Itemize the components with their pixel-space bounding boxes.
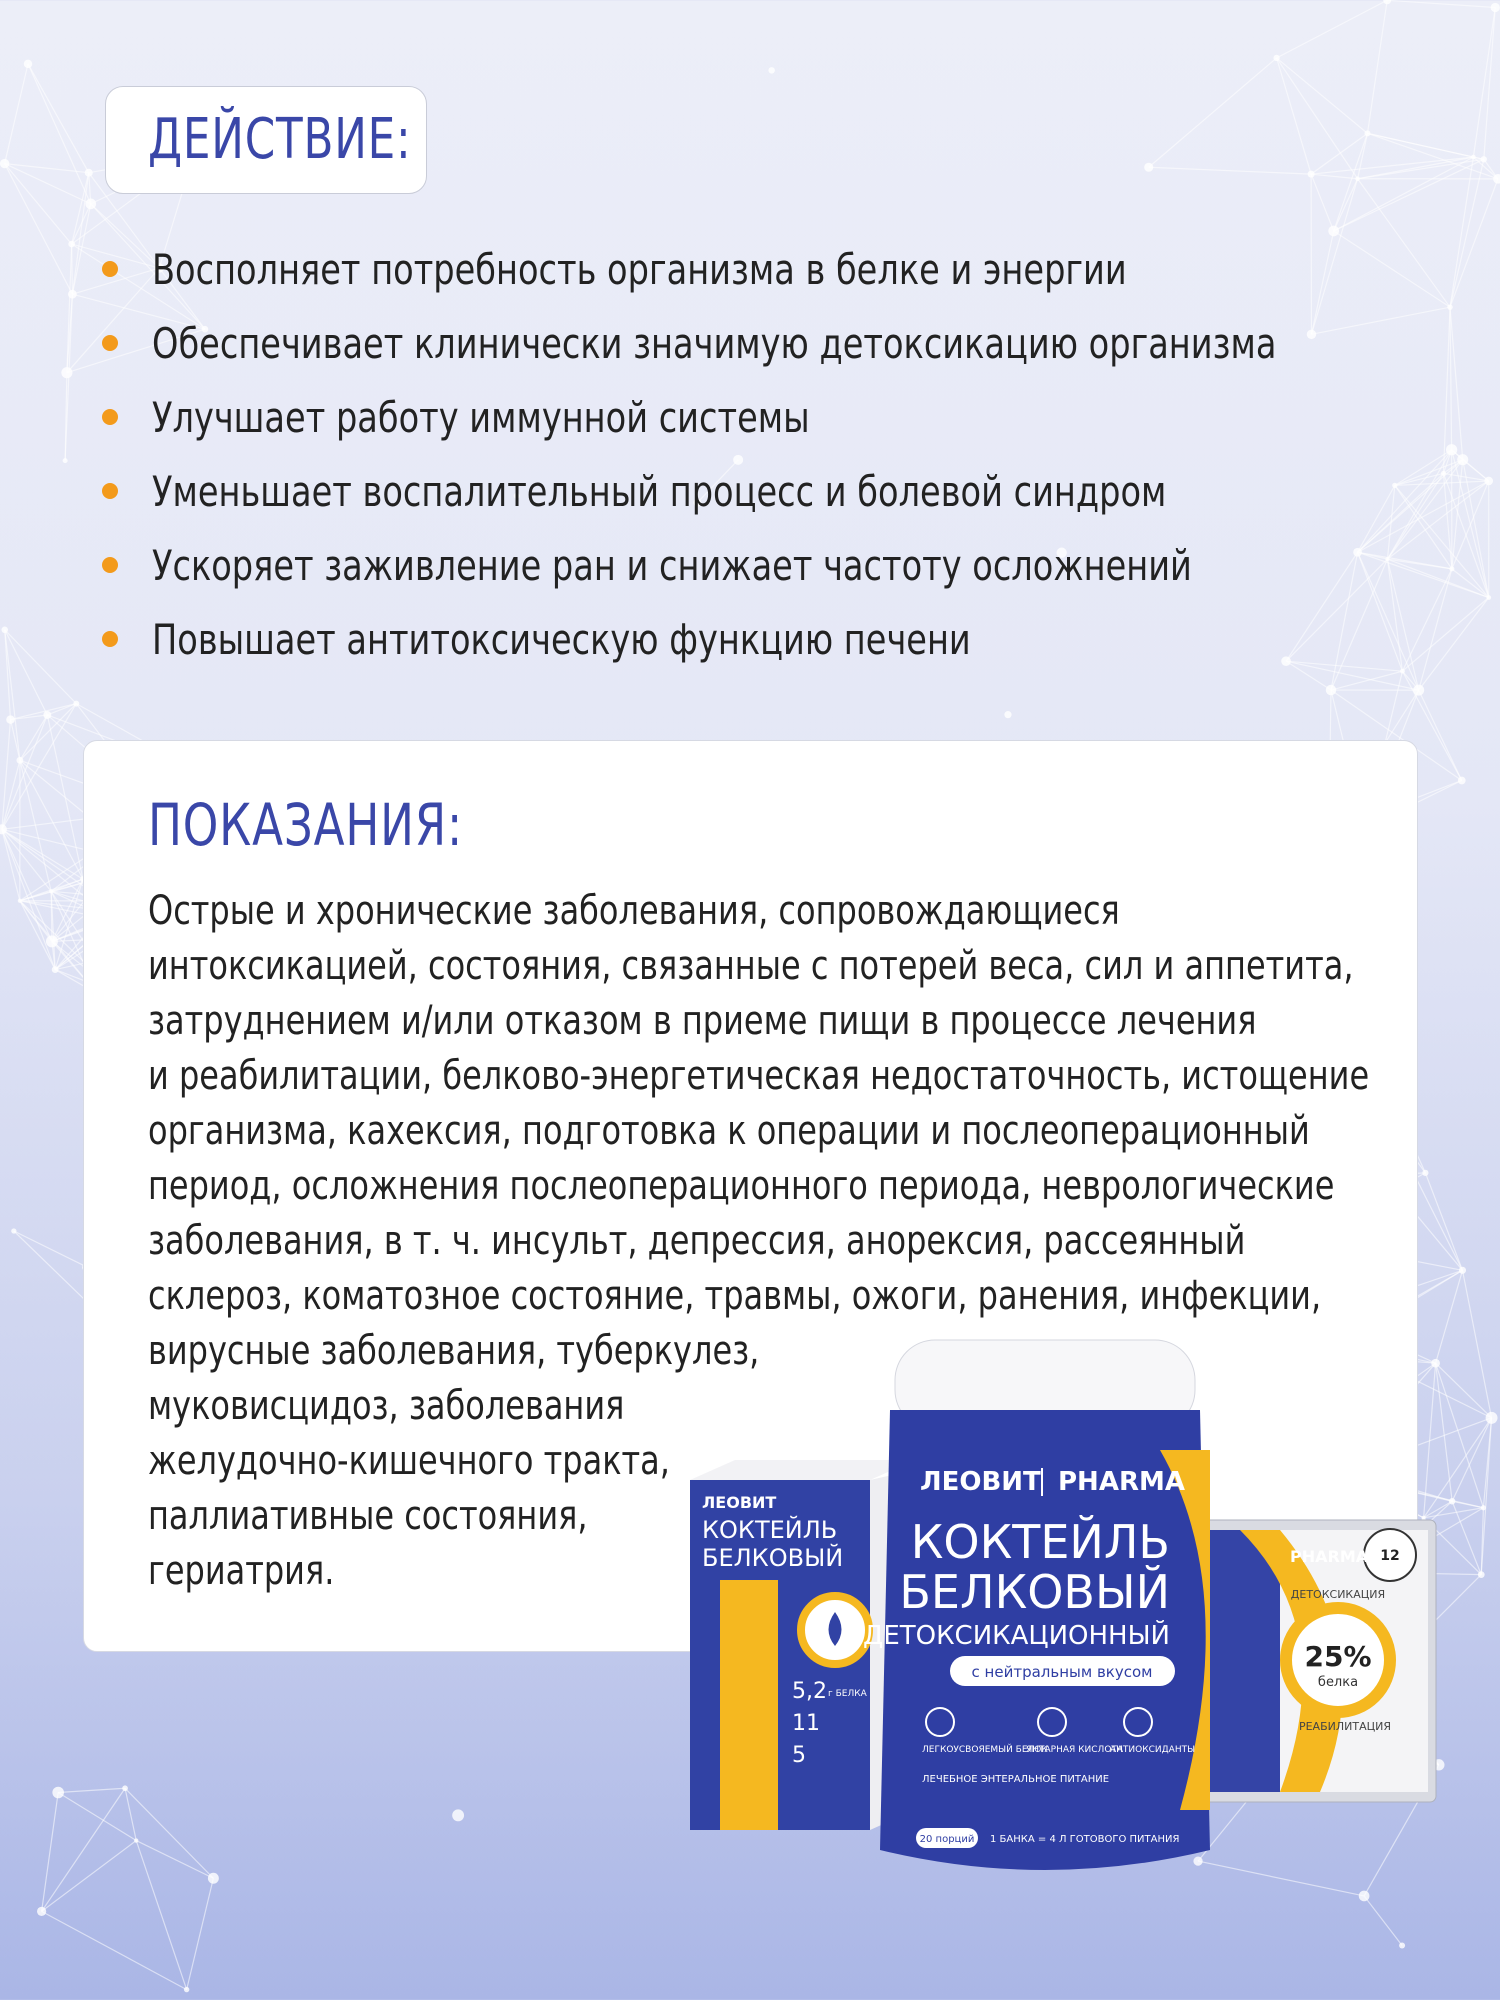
network-node — [1491, 3, 1500, 12]
network-node — [1486, 595, 1491, 600]
network-line — [1367, 133, 1497, 178]
network-node — [1457, 454, 1468, 465]
network-node — [1004, 711, 1011, 718]
network-node — [49, 889, 53, 893]
action-item — [100, 454, 1400, 528]
network-line — [14, 1231, 87, 1267]
network-node — [85, 169, 93, 177]
network-line — [72, 204, 91, 244]
network-node — [73, 701, 79, 707]
jar-brand2: PHARMA — [1058, 1467, 1185, 1497]
network-line — [1484, 7, 1495, 159]
indications-line: вирусные заболевания, туберкулез, — [148, 1328, 760, 1374]
network-line — [1367, 0, 1387, 133]
network-node — [768, 67, 775, 74]
indications-line: организма, кахексия, подготовка к операции и послеоперационный — [148, 1108, 1310, 1154]
network-line — [136, 1841, 213, 1879]
network-line — [5, 164, 72, 244]
jar-feature-3: АНТИОКСИДАНТЫ — [1110, 1745, 1196, 1755]
network-node — [52, 1787, 64, 1799]
network-node — [1326, 685, 1336, 695]
sachet-badge-rehab: РЕАБИЛИТАЦИЯ — [1298, 1720, 1392, 1733]
indications-line: желудочно-кишечного тракта, — [148, 1438, 670, 1484]
network-line — [5, 164, 73, 295]
action-item-text: Восполняет потребность организма в белке и энергии — [152, 244, 1127, 294]
network-line — [1419, 569, 1452, 690]
network-node — [1364, 130, 1370, 136]
action-list — [100, 232, 1400, 676]
network-line — [1311, 174, 1357, 179]
network-node — [43, 711, 51, 719]
network-line — [1277, 58, 1368, 133]
network-node — [1308, 171, 1315, 178]
bullet-dot-icon — [102, 335, 118, 351]
network-line — [42, 1793, 59, 1912]
box-brand: ЛЕОВИТ — [702, 1493, 777, 1512]
bullet-dot-icon — [102, 483, 118, 499]
network-line — [20, 901, 55, 970]
action-item-text: Уменьшает воспалительный процесс и болевой синдром — [152, 466, 1167, 516]
network-line — [136, 1841, 186, 1990]
indications-title: ПОКАЗАНИЯ: — [148, 791, 463, 859]
network-line — [2, 715, 47, 829]
action-item-text: Повышает антитоксическую функцию печени — [152, 614, 971, 664]
network-node — [1400, 669, 1405, 674]
network-node — [1144, 163, 1153, 172]
box-name-1: КОКТЕЙЛЬ — [702, 1516, 838, 1544]
box-name-2: БЕЛКОВЫЙ — [702, 1544, 844, 1572]
sachet-protein-word: белка — [1317, 1675, 1359, 1690]
network-node — [52, 966, 59, 973]
action-item — [100, 232, 1400, 306]
network-line — [1311, 174, 1334, 231]
network-line — [20, 760, 83, 879]
network-node — [68, 241, 75, 248]
box-vitamins: 11 — [792, 1711, 820, 1736]
jar-yield: 1 БАНКА = 4 Л ГОТОВОГО ПИТАНИЯ — [990, 1834, 1180, 1845]
network-line — [1443, 473, 1488, 597]
jar-flavor: с нейтральным вкусом — [971, 1663, 1153, 1681]
network-line — [1419, 690, 1462, 780]
network-line — [1450, 157, 1473, 307]
action-item — [100, 528, 1400, 602]
network-line — [42, 1841, 137, 1912]
network-node — [63, 458, 68, 463]
action-item — [100, 306, 1400, 380]
network-node — [1471, 155, 1476, 160]
bullet-dot-icon — [102, 557, 118, 573]
network-line — [1387, 0, 1495, 7]
action-item — [100, 380, 1400, 454]
jar-name-2: БЕЛКОВЫЙ — [899, 1565, 1170, 1619]
network-line — [5, 630, 48, 715]
sachet-protein-pct: 25% — [1304, 1640, 1372, 1673]
action-item-text: Обеспечивает клинически значимую детоксикацию организма — [152, 318, 1277, 368]
network-line — [125, 1788, 136, 1840]
network-line — [1473, 7, 1495, 157]
network-node — [1413, 685, 1424, 696]
network-node — [24, 60, 32, 68]
indications-line: паллиативные состояния, — [148, 1493, 588, 1539]
network-line — [1443, 473, 1451, 568]
action-title-box — [105, 86, 427, 194]
network-line — [72, 244, 73, 294]
sachet-brand: PHARMA — [1290, 1547, 1369, 1566]
network-line — [1277, 58, 1358, 179]
network-node — [122, 1785, 128, 1791]
network-node — [18, 899, 22, 903]
indications-line: Острые и хронические заболевания, сопровождающиеся — [148, 888, 1120, 934]
network-line — [42, 1911, 187, 1989]
network-node — [0, 159, 9, 168]
indications-line: и реабилитации, белково-энергетическая недостаточность, истощение — [148, 1053, 1370, 1099]
indications-line: гериатрия. — [148, 1548, 335, 1594]
network-line — [125, 1788, 213, 1878]
indications-line: заболевания, в т. ч. инсульт, депрессия, анорексия, рассеянный — [148, 1218, 1246, 1264]
network-line — [1419, 598, 1489, 691]
action-item — [100, 602, 1400, 676]
network-node — [452, 1809, 464, 1821]
action-item-text: Ускоряет заживление ран и снижает частоту осложнений — [152, 540, 1192, 590]
network-node — [1449, 566, 1454, 571]
indications-line: затруднением и/или отказом в приеме пищи в процессе лечения — [148, 998, 1257, 1044]
network-node — [16, 757, 23, 764]
network-node — [1, 627, 8, 634]
jar-portions: 20 порций — [919, 1834, 975, 1845]
network-line — [1277, 0, 1388, 58]
jar-feature-2: ЯНТАРНАЯ КИСЛОТА — [1026, 1745, 1124, 1755]
network-line — [1402, 598, 1488, 672]
box-extracts: 5 — [792, 1743, 806, 1768]
network-node — [1359, 1891, 1370, 1902]
product-image — [680, 1330, 1440, 1890]
network-line — [5, 630, 77, 704]
indications-line: склероз, коматозное состояние, травмы, ожоги, ранения, инфекции, — [148, 1273, 1322, 1319]
network-line — [1367, 133, 1483, 159]
bullet-dot-icon — [102, 261, 118, 277]
sachet-package — [1180, 1520, 1436, 1802]
indications-line: муковисцидоз, заболевания — [148, 1383, 625, 1429]
network-line — [5, 630, 20, 761]
sachet-badge-detox: ДЕТОКСИКАЦИЯ — [1290, 1588, 1386, 1601]
network-node — [1399, 1942, 1405, 1948]
bullet-dot-icon — [102, 631, 118, 647]
network-line — [58, 1793, 136, 1841]
network-node — [184, 1987, 189, 1992]
svg-text:12: 12 — [1380, 1548, 1400, 1564]
network-line — [28, 64, 89, 173]
network-line — [1277, 58, 1312, 174]
network-node — [1446, 444, 1457, 455]
action-title: ДЕЙСТВИЕ: — [148, 107, 412, 172]
network-node — [46, 935, 58, 947]
network-line — [5, 64, 28, 164]
network-node — [1447, 304, 1452, 309]
network-node — [11, 1228, 16, 1233]
network-line — [1149, 167, 1311, 174]
network-line — [187, 1878, 214, 1989]
box-protein: 5,2 — [792, 1679, 827, 1704]
indications-line: интоксикацией, состояния, связанные с потерей веса, сил и аппетита, — [148, 943, 1354, 989]
network-line — [1311, 133, 1367, 174]
network-line — [1311, 157, 1473, 174]
network-node — [1481, 156, 1487, 162]
indications-line: период, осложнения послеоперационного периода, неврологические — [148, 1163, 1335, 1209]
action-item-text: Улучшает работу иммунной системы — [152, 392, 810, 442]
network-line — [11, 720, 20, 761]
jar-description: ЛЕЧЕБНОЕ ЭНТЕРАЛЬНОЕ ПИТАНИЕ — [922, 1774, 1110, 1785]
network-node — [1383, 0, 1391, 4]
network-line — [1149, 58, 1277, 167]
network-node — [1458, 777, 1466, 785]
bullet-dot-icon — [102, 409, 118, 425]
network-line — [28, 64, 91, 204]
network-node — [1355, 176, 1360, 181]
network-node — [85, 199, 96, 210]
network-node — [1273, 55, 1279, 61]
network-line — [2, 829, 83, 879]
network-node — [61, 367, 72, 378]
network-node — [134, 1838, 138, 1842]
network-node — [68, 290, 77, 299]
network-node — [6, 715, 15, 724]
network-line — [1334, 179, 1358, 231]
network-line — [1334, 157, 1474, 231]
network-line — [1364, 1896, 1402, 1945]
network-line — [1450, 179, 1498, 307]
jar-feature-1: ЛЕГКОУСВОЯЕМЫЙ БЕЛОК — [922, 1745, 1048, 1755]
network-node — [37, 1907, 46, 1916]
box-protein-unit: г БЕЛКА — [828, 1689, 867, 1699]
network-line — [1450, 159, 1484, 307]
jar-name-1: КОКТЕЙЛЬ — [910, 1515, 1170, 1569]
network-node — [208, 1873, 219, 1884]
network-line — [42, 1788, 125, 1911]
jar-name-3: ДЕТОКСИКАЦИОННЫЙ — [863, 1621, 1170, 1651]
network-node — [1484, 477, 1493, 486]
jar-package — [863, 1340, 1210, 1870]
network-line — [58, 1788, 125, 1792]
jar-brand: ЛЕОВИТ — [920, 1467, 1041, 1497]
network-line — [5, 164, 91, 204]
network-node — [1441, 471, 1446, 476]
